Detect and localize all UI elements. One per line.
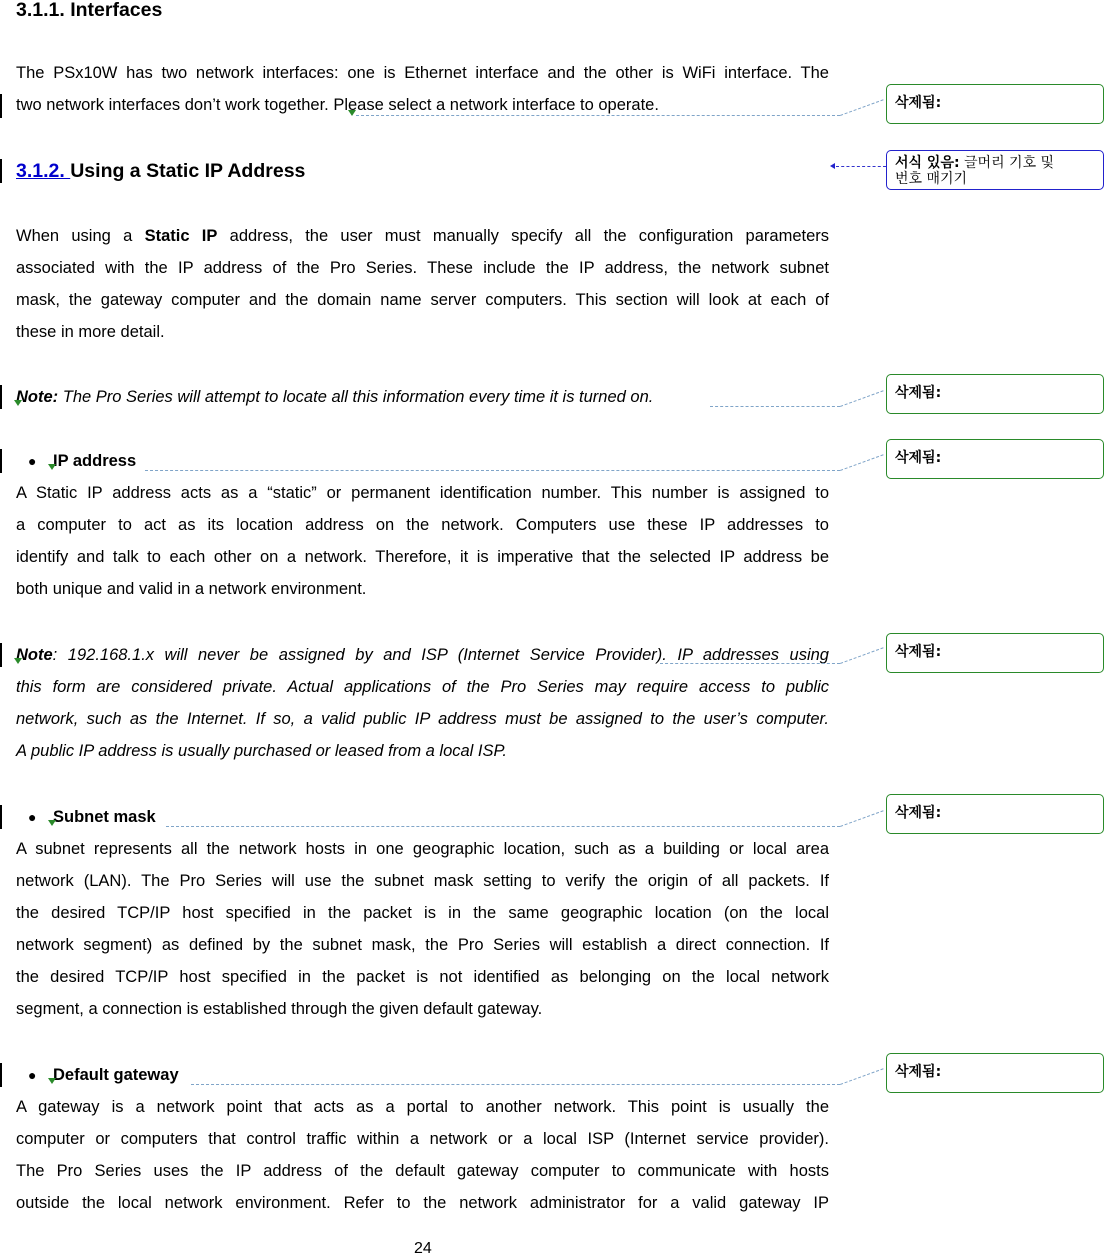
balloon-leader-slant [840, 1068, 884, 1085]
static-ip-intro-line-1 [16, 220, 829, 252]
gateway-line-4: outside the local network environment. Refer to the network administrator for a valid gateway IP [16, 1194, 829, 1212]
ip-address-line-4: both unique and valid in a network environment. [16, 580, 367, 598]
change-bar [0, 385, 2, 409]
note-locate-info [16, 381, 829, 413]
subnet-line-2: network (LAN). The Pro Series will use the subnet mask setting to verify the origin of all packets. If [16, 872, 829, 890]
gateway-line-1: A gateway is a network point that acts as a portal to another network. This point is usually the [16, 1098, 829, 1116]
balloon-label: 서식 있음: [895, 155, 960, 171]
note-label: Note [16, 646, 53, 664]
balloon-label: 삭제됨: [895, 644, 942, 660]
subnet-line-1: A subnet represents all the network hosts in one geographic location, such as a building or local area [16, 840, 829, 858]
note-private-ip-line-2: this form are considered private. Actual applications of the Pro Series may require access to public [16, 678, 829, 696]
interfaces-line-2: two network interfaces don’t work together. Please select a network interface to operate. [16, 96, 659, 114]
balloon-text: 번호 매기기 [895, 171, 968, 187]
note-private-ip-line-1 [16, 639, 829, 671]
balloon-leader [356, 115, 840, 116]
deletion-marker-icon [48, 464, 56, 470]
heading-number-link[interactable]: 3.1.2. [16, 160, 71, 182]
gateway-line-3: The Pro Series uses the IP address of the default gateway computer to communicate with hosts [16, 1162, 829, 1180]
bullet-icon: ● [28, 809, 37, 825]
deletion-marker-icon [14, 658, 22, 664]
subnet-line-5: the desired TCP/IP host specified in the packet is not identified as belonging on the local network [16, 968, 829, 986]
subnet-line-3: the desired TCP/IP host specified in the packet is in the same geographic location (on the local [16, 904, 829, 922]
balloon-leader-slant [840, 99, 884, 116]
gateway-line-2: computer or computers that control traffic within a network or a local ISP (Internet service provider). [16, 1130, 829, 1148]
static-ip-intro-line-3: mask, the gateway computer and the domain name server computers. This section will look at each of [16, 291, 829, 309]
static-ip-intro-line-2: associated with the IP address of the Pro Series. These include the IP address, the network subnet [16, 259, 829, 277]
deletion-marker-icon [348, 110, 356, 116]
change-bar [0, 805, 2, 829]
text-run: address, the user must manually specify all the configuration parameters [217, 227, 829, 245]
subnet-line-4: network segment) as defined by the subnet mask, the Pro Series will establish a direct connection. If [16, 936, 829, 954]
heading-3-1-1: 3.1.1. Interfaces [16, 0, 163, 21]
change-bar [0, 94, 2, 118]
static-ip-term: Static IP [144, 227, 218, 245]
page-number: 24 [414, 1240, 432, 1257]
heading-text: Using a Static IP Address [70, 160, 306, 182]
balloon-leader-slant [840, 454, 884, 471]
balloon-leader [660, 663, 840, 664]
balloon-leader-slant [840, 647, 884, 664]
note-text: The Pro Series will attempt to locate all this information every time it is turned on. [58, 388, 654, 406]
interfaces-line-1: The PSx10W has two network interfaces: one is Ethernet interface and the other is WiFi interface. The [16, 64, 829, 82]
note-private-ip-line-3: network, such as the Internet. If so, a valid public IP address must be assigned to the user’s computer. [16, 710, 829, 728]
change-bar [0, 1063, 2, 1087]
format-marker-icon [830, 163, 835, 169]
note-text: : 192.168.1.x will never be assigned by and ISP (Internet Service Provider). IP addresses using [52, 646, 829, 664]
static-ip-intro-line-4: these in more detail. [16, 323, 165, 341]
balloon-label: 삭제됨: [895, 805, 942, 821]
revision-balloon-deleted[interactable] [886, 374, 1104, 414]
revision-balloon-deleted[interactable] [886, 439, 1104, 479]
balloon-label: 삭제됨: [895, 95, 942, 111]
change-bar [0, 643, 2, 667]
balloon-leader-slant [840, 810, 884, 827]
ip-address-line-3: identify and talk to each other on a network. Therefore, it is imperative that the selected IP address be [16, 548, 829, 566]
change-bar [0, 159, 2, 183]
balloon-label: 삭제됨: [895, 1064, 942, 1080]
note-private-ip-line-4: A public IP address is usually purchased or leased from a local ISP. [16, 742, 507, 760]
ip-address-line-1: A Static IP address acts as a “static” or permanent identification number. This number is assigned to [16, 484, 829, 502]
revision-balloon-deleted[interactable] [886, 794, 1104, 834]
subnet-mask-title: Subnet mask [53, 808, 156, 826]
bullet-icon: ● [28, 1067, 37, 1083]
balloon-label: 삭제됨: [895, 385, 942, 401]
balloon-label: 삭제됨: [895, 450, 942, 466]
subnet-line-6: segment, a connection is established through the given default gateway. [16, 1000, 543, 1018]
deletion-marker-icon [48, 1078, 56, 1084]
balloon-text: 글머리 기호 및 [959, 155, 1055, 171]
ip-address-title: IP address [53, 452, 137, 470]
balloon-leader [710, 406, 840, 407]
bullet-icon: ● [28, 453, 37, 469]
text-run: When using a [16, 227, 145, 245]
revision-balloon-deleted[interactable] [886, 633, 1104, 673]
balloon-leader [166, 826, 840, 827]
note-label: Note: [16, 388, 59, 406]
balloon-leader-slant [840, 390, 884, 407]
change-bar [0, 449, 2, 473]
ip-address-line-2: a computer to act as its location address on the network. Computers use these IP addresses to [16, 516, 829, 534]
revision-balloon-deleted[interactable] [886, 1053, 1104, 1093]
balloon-leader [145, 470, 840, 471]
balloon-leader [191, 1084, 840, 1085]
deletion-marker-icon [48, 820, 56, 826]
revision-balloon-deleted[interactable] [886, 84, 1104, 124]
heading-3-1-2 [16, 155, 829, 187]
default-gateway-title: Default gateway [53, 1066, 179, 1084]
revision-balloon-formatted[interactable] [886, 150, 1104, 190]
deletion-marker-icon [14, 400, 22, 406]
balloon-leader [836, 166, 886, 167]
